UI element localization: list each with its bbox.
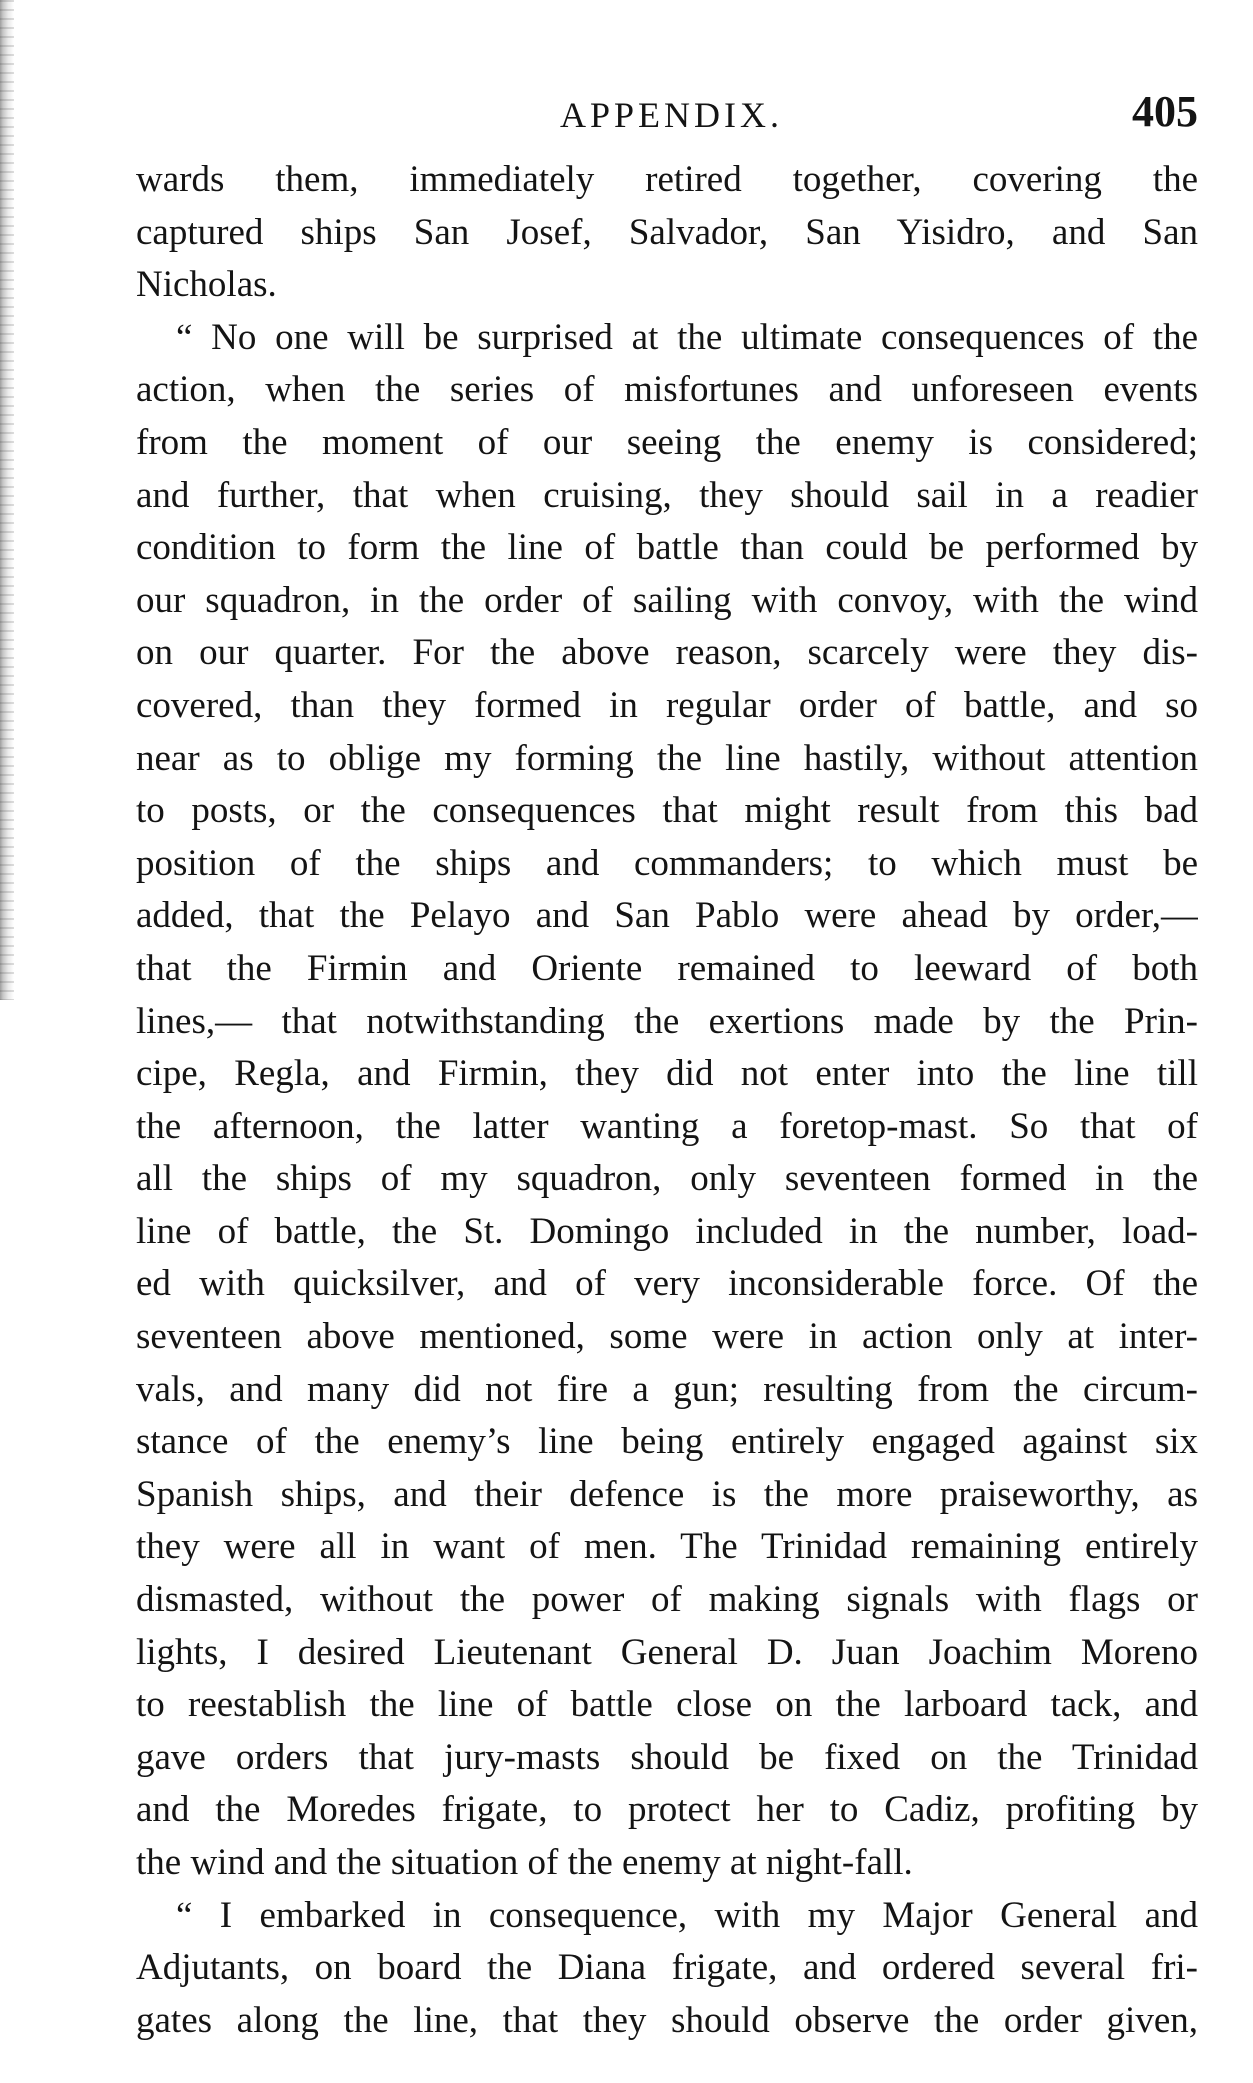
text-line: cipe, Regla, and Firmin, they did not enter into the line till <box>136 1053 1198 1095</box>
text-line: action, when the series of misfortunes and unforeseen events <box>136 369 1198 411</box>
body-text <box>136 154 1198 2047</box>
text-line: condition to form the line of battle than could be performed by <box>136 527 1198 569</box>
text-line: “ I embarked in consequence, with my Major General and <box>176 1894 1198 1936</box>
text-line: all the ships of my squadron, only seventeen formed in the <box>136 1158 1198 1200</box>
text-line: lines,— that notwithstanding the exertions made by the Prin- <box>136 1000 1198 1042</box>
text-line: from the moment of our seeing the enemy is considered; <box>136 421 1198 463</box>
text-line: gates along the line, that they should observe the order given, <box>136 1999 1198 2041</box>
text-line: and the Moredes frigate, to protect her to Cadiz, profiting by <box>136 1789 1198 1831</box>
text-line: ed with quicksilver, and of very inconsiderable force. Of the <box>136 1263 1198 1305</box>
text-line: the wind and the situation of the enemy at night-fall. <box>136 1842 913 1883</box>
text-line: Spanish ships, and their defence is the more praiseworthy, as <box>136 1473 1198 1515</box>
page-header <box>138 86 1198 146</box>
text-line: position of the ships and commanders; to which must be <box>136 842 1198 884</box>
text-line: the afternoon, the latter wanting a foretop-mast. So that of <box>136 1105 1198 1147</box>
running-head: APPENDIX. <box>560 95 784 135</box>
page-gutter-marks <box>0 0 14 1000</box>
text-line: near as to oblige my forming the line hastily, without attention <box>136 737 1198 779</box>
text-line: on our quarter. For the above reason, scarcely were they dis- <box>136 632 1198 674</box>
text-line: captured ships San Josef, Salvador, San Yisidro, and San <box>136 211 1198 253</box>
text-line: Adjutants, on board the Diana frigate, and ordered several fri- <box>136 1947 1198 1989</box>
text-line: covered, than they formed in regular order of battle, and so <box>136 684 1198 726</box>
text-line: added, that the Pelayo and San Pablo were ahead by order,— <box>136 895 1198 937</box>
page-number: 405 <box>1132 87 1198 136</box>
text-line: gave orders that jury-masts should be fixed on the Trinidad <box>136 1736 1198 1778</box>
text-line: dismasted, without the power of making signals with flags or <box>136 1579 1198 1621</box>
text-line: stance of the enemy’s line being entirely engaged against six <box>136 1421 1198 1463</box>
text-line: seventeen above mentioned, some were in action only at inter- <box>136 1316 1198 1358</box>
text-line: “ No one will be surprised at the ultimate consequences of the <box>176 316 1198 358</box>
text-line: and further, that when cruising, they should sail in a readier <box>136 474 1198 516</box>
text-line: to reestablish the line of battle close on the larboard tack, and <box>136 1684 1198 1726</box>
text-line: that the Firmin and Oriente remained to leeward of both <box>136 947 1198 989</box>
text-line: our squadron, in the order of sailing with convoy, with the wind <box>136 579 1198 621</box>
text-line: lights, I desired Lieutenant General D. Juan Joachim Moreno <box>136 1631 1198 1673</box>
text-line: wards them, immediately retired together, covering the <box>136 159 1198 200</box>
text-line: line of battle, the St. Domingo included in the number, load- <box>136 1210 1198 1252</box>
text-line: they were all in want of men. The Trinidad remaining entirely <box>136 1526 1198 1568</box>
text-line: vals, and many did not fire a gun; resulting from the circum- <box>136 1368 1198 1410</box>
text-line: to posts, or the consequences that might result from this bad <box>136 790 1198 832</box>
text-line: Nicholas. <box>136 264 277 306</box>
